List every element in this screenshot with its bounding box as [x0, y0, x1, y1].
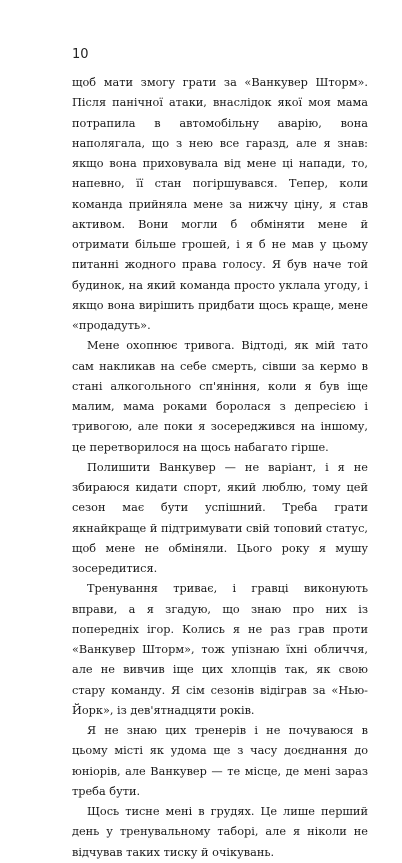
paragraph-2: Мене охопнює тривога. Відтоді, як мій тато сам накликав на себе смерть, сівши за кермо в стані алкогольного сп'яніння, коли я був іще малим, мама роками боролася з депресією і тривогою, але поки я зосереджився на іншому, це перетворилося на щось набагато гірше. [72, 339, 368, 454]
paragraph-3: Полишити Ванкувер — не варіант, і я не збираюся кидати спорт, який люблю, тому цей сезон має бути успішний. Треба грати якнайкраще й підтримувати свій топовий статус, щоб мене не обміняли. Цього року я мушу зосередитися. [72, 460, 368, 575]
paragraph-1: щоб мати змогу грати за «Ванкувер Шторм». Після панічної атаки, внаслідок якої моя мама потрапила в автомобільну аварію, вона наполягала, що з нею все гаразд, але я знав: якщо вона приховувала від мене ці напади, то, напевно, її стан погіршувався. Тепер, коли команда прийняла мене за нижчу ціну, я став активом. Вони могли б обміняти мене й отримати більше грошей, і я б не мав у цьому питанні жодного права голосу. Я був наче той будинок, на який команда просто уклала угоду, і якщо вона вирішить придбати щось краще, мене «продадуть». [72, 76, 368, 332]
paragraph-4: Тренування триває, і гравці виконують вправи, а я згадую, що знаю про них із попередніх ігор. Колись я не раз грав проти «Ванкувер Шторм», тож упізнаю їхні обличчя, але не вивчив іще цих хлопців так, як свою стару команду. Я сім сезонів відіграв за «Нью-Йорк», із дев'ятнадцяти років. [72, 582, 368, 717]
page-number: 10 [72, 47, 89, 62]
paragraph-6: Щось тисне мені в грудях. Це лише перший день у тренувальному таборі, але я ніколи не відчував таких тиску й очікувань. [72, 805, 368, 859]
paragraph-5: Я не знаю цих тренерів і не почуваюся в цьому місті як удома ще з часу доєднання до юніорів, але Ванкувер — те місце, де мені зараз треба бути. [72, 724, 368, 798]
body-text [72, 73, 368, 863]
